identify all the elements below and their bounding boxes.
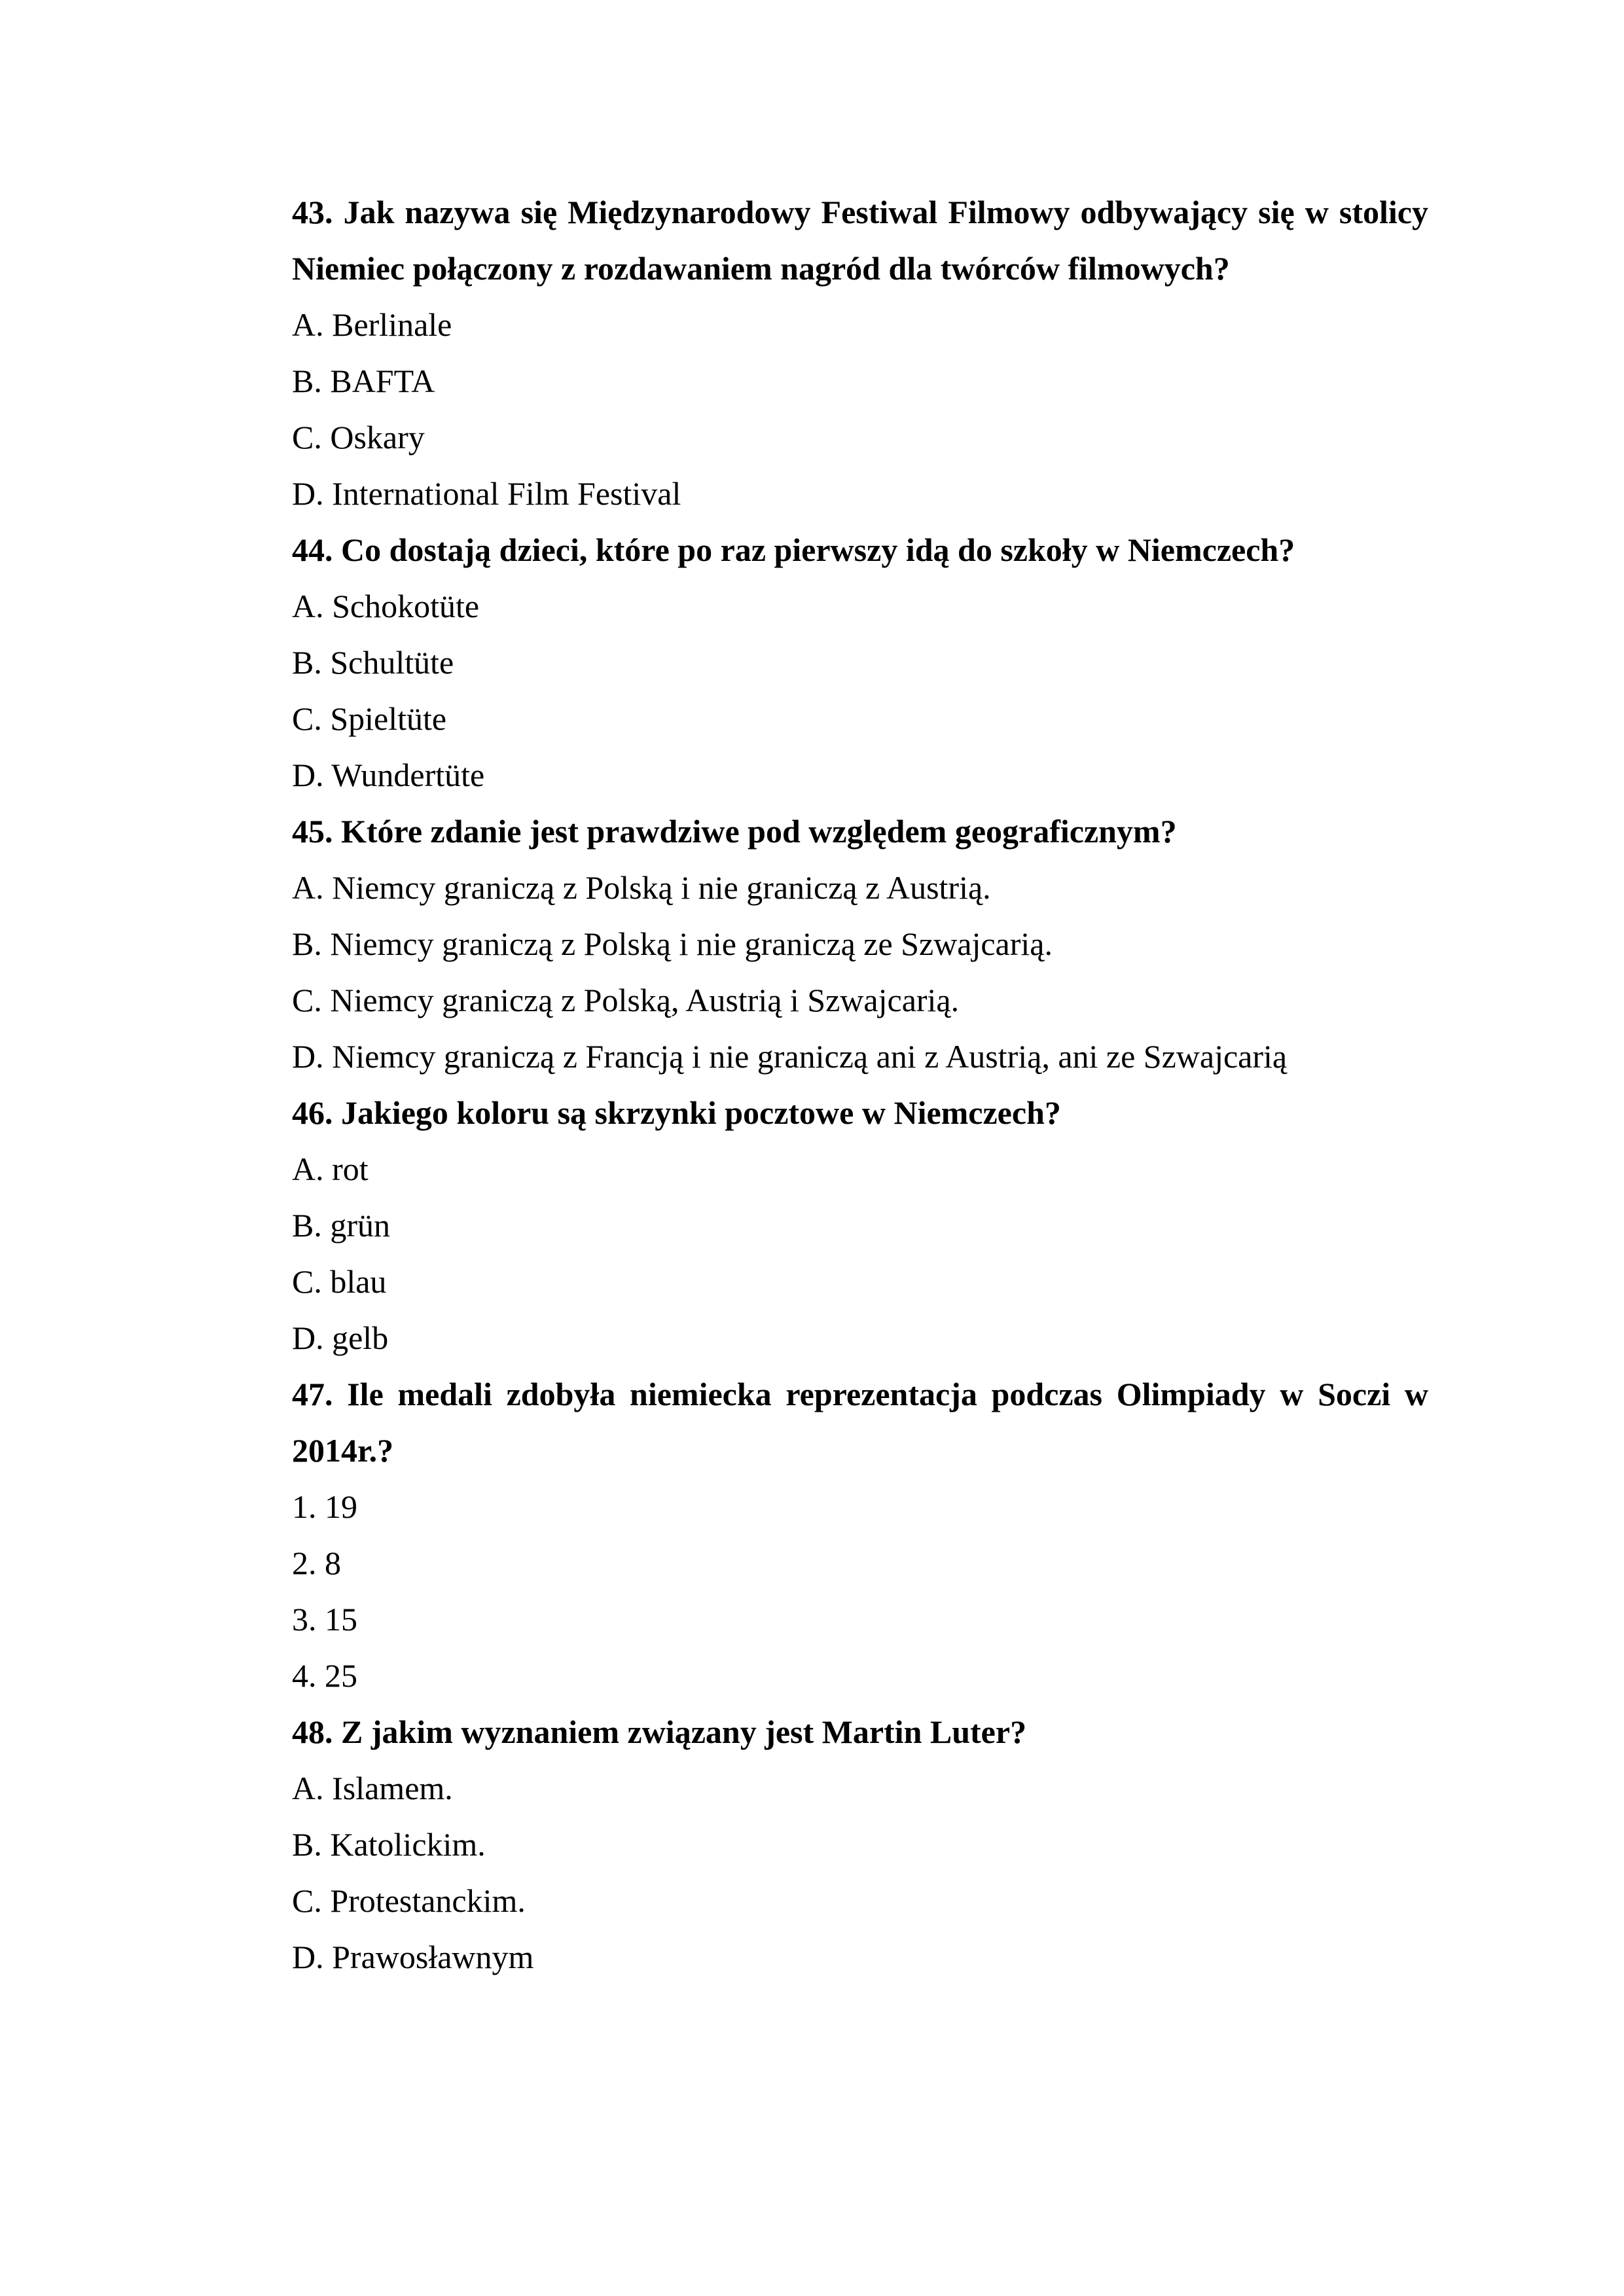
question-45-option-a: A. Niemcy graniczą z Polską i nie graniczą z Austrią. — [292, 869, 991, 906]
question-48-text-line-1: 48. Z jakim wyznaniem związany jest Martin Luter? — [292, 1713, 1027, 1750]
question-47-option-4: 4. 25 — [292, 1657, 357, 1694]
question-47-option-1: 1. 19 — [292, 1488, 357, 1525]
question-43-option-a: A. Berlinale — [292, 306, 452, 343]
question-46-text-line-1: 46. Jakiego koloru są skrzynki pocztowe w Niemczech? — [292, 1094, 1061, 1131]
question-44-option-b: B. Schultüte — [292, 644, 454, 681]
question-47-option-3: 3. 15 — [292, 1601, 357, 1638]
question-46-option-d: D. gelb — [292, 1319, 389, 1356]
question-45-option-d: D. Niemcy graniczą z Francją i nie graniczą ani z Austrią, ani ze Szwajcarią — [292, 1038, 1288, 1075]
question-47-option-2: 2. 8 — [292, 1545, 341, 1581]
question-44-option-d: D. Wundertüte — [292, 757, 485, 793]
question-43-option-b: B. BAFTA — [292, 363, 435, 399]
quiz-content — [292, 184, 1428, 1985]
question-48-option-c: C. Protestanckim. — [292, 1882, 526, 1919]
question-46-option-b: B. grün — [292, 1207, 390, 1244]
question-44 — [292, 522, 1428, 803]
question-43-text-line-2: Niemiec połączony z rozdawaniem nagród dla twórców filmowych? — [292, 250, 1230, 287]
question-43-option-c: C. Oskary — [292, 419, 425, 456]
question-47-text-line-1: 47. Ile medali zdobyła niemiecka reprezentacja podczas Olimpiady w Soczi w — [292, 1376, 1428, 1412]
question-43 — [292, 184, 1428, 522]
question-47-text-line-2: 2014r.? — [292, 1432, 394, 1469]
question-46-option-c: C. blau — [292, 1263, 387, 1300]
question-48 — [292, 1704, 1428, 1985]
question-44-text-line-1: 44. Co dostają dzieci, które po raz pierwszy idą do szkoły w Niemczech? — [292, 531, 1295, 568]
question-45 — [292, 803, 1428, 1085]
question-48-option-b: B. Katolickim. — [292, 1826, 486, 1863]
question-43-text-line-1: 43. Jak nazywa się Międzynarodowy Festiwal Filmowy odbywający się w stolicy — [292, 194, 1428, 230]
question-44-option-c: C. Spieltüte — [292, 700, 447, 737]
question-44-option-a: A. Schokotüte — [292, 588, 480, 624]
question-45-option-c: C. Niemcy graniczą z Polską, Austrią i Szwajcarią. — [292, 982, 960, 1018]
question-48-option-d: D. Prawosławnym — [292, 1939, 534, 1975]
question-48-option-a: A. Islamem. — [292, 1770, 453, 1806]
question-45-text-line-1: 45. Które zdanie jest prawdziwe pod względem geograficznym? — [292, 813, 1177, 850]
question-43-option-d: D. International Film Festival — [292, 475, 681, 512]
question-47 — [292, 1366, 1428, 1704]
question-46 — [292, 1085, 1428, 1366]
question-45-option-b: B. Niemcy graniczą z Polską i nie graniczą ze Szwajcarią. — [292, 925, 1053, 962]
question-46-option-a: A. rot — [292, 1151, 369, 1187]
